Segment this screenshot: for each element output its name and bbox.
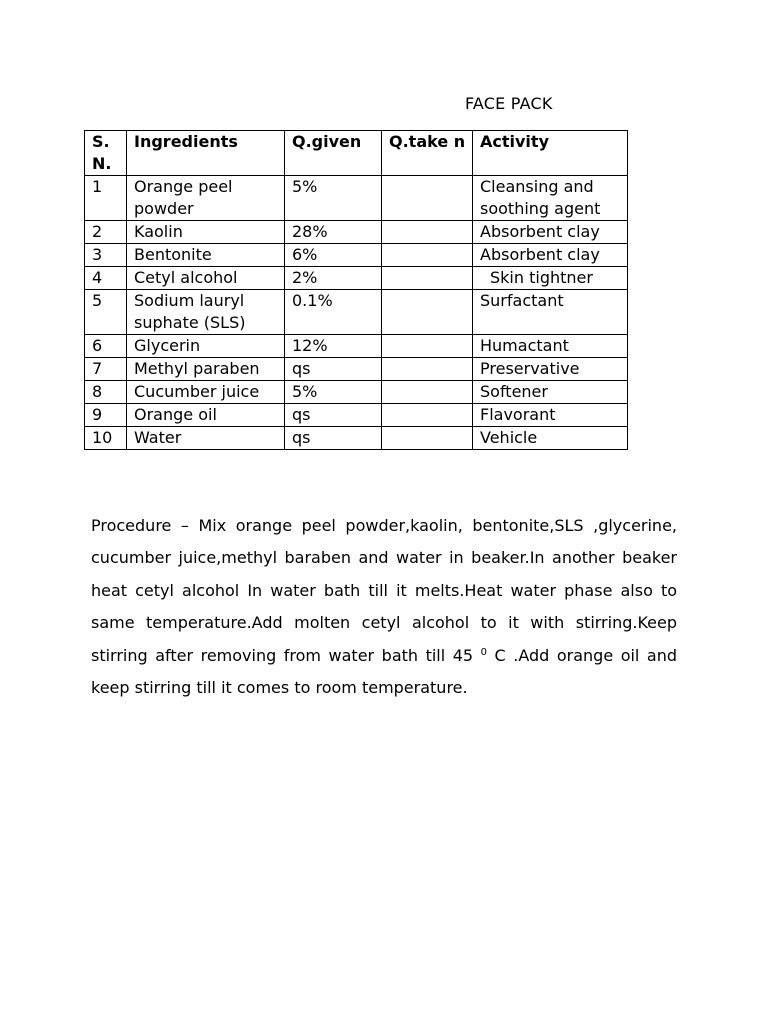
cell-sn: 6 (85, 335, 127, 358)
document-title: FACE PACK (465, 94, 553, 113)
cell-ingredient: Kaolin (127, 221, 285, 244)
cell-sn: 9 (85, 404, 127, 427)
cell-activity: Cleansing and soothing agent (473, 176, 628, 221)
cell-sn: 4 (85, 267, 127, 290)
header-q-taken: Q.take n (382, 131, 473, 176)
cell-q-given: 2% (285, 267, 382, 290)
cell-sn: 8 (85, 381, 127, 404)
header-ingredients: Ingredients (127, 131, 285, 176)
table-row (85, 358, 628, 381)
cell-q-taken (382, 404, 473, 427)
table-row (85, 221, 628, 244)
cell-q-given: 6% (285, 244, 382, 267)
cell-ingredient: Methyl paraben (127, 358, 285, 381)
cell-q-taken (382, 244, 473, 267)
cell-activity: Humactant (473, 335, 628, 358)
cell-q-taken (382, 221, 473, 244)
cell-q-taken (382, 358, 473, 381)
cell-ingredient: Orange oil (127, 404, 285, 427)
cell-sn: 3 (85, 244, 127, 267)
cell-q-taken (382, 381, 473, 404)
table-header-row (85, 131, 628, 176)
cell-q-taken (382, 267, 473, 290)
cell-q-taken (382, 176, 473, 221)
cell-sn: 5 (85, 290, 127, 335)
cell-q-given: 5% (285, 176, 382, 221)
cell-q-taken (382, 335, 473, 358)
cell-ingredient: Water (127, 427, 285, 450)
procedure-paragraph (91, 510, 677, 704)
cell-q-taken (382, 290, 473, 335)
cell-activity: Vehicle (473, 427, 628, 450)
table-row (85, 335, 628, 358)
table-row (85, 427, 628, 450)
cell-q-given: qs (285, 427, 382, 450)
cell-activity: Surfactant (473, 290, 628, 335)
cell-ingredient: Orange peel powder (127, 176, 285, 221)
header-activity: Activity (473, 131, 628, 176)
procedure-text-end: C .Add orange oil and keep stirring till it comes to room temperature. (91, 645, 678, 698)
cell-ingredient: Cetyl alcohol (127, 267, 285, 290)
ingredients-table (84, 130, 628, 450)
header-sn: S. N. (85, 131, 127, 176)
cell-ingredient: Bentonite (127, 244, 285, 267)
cell-sn: 1 (85, 176, 127, 221)
cell-ingredient: Glycerin (127, 335, 285, 358)
table-row (85, 404, 628, 427)
cell-activity: Skin tightner (473, 267, 628, 290)
cell-activity: Flavorant (473, 404, 628, 427)
cell-q-taken (382, 427, 473, 450)
table-row (85, 290, 628, 335)
table-row (85, 244, 628, 267)
procedure-text: Procedure – Mix orange peel powder,kaolin, bentonite,SLS ,glycerine, cucumber juice,methyl baraben and water in beaker.In another beaker heat cetyl alcohol In water bath till it melts.Heat water phase also to same temperature.Add molten cetyl alcohol to it with stirring.Keep stirring after removing from water bath till 45 (91, 516, 677, 665)
cell-q-given: 28% (285, 221, 382, 244)
cell-sn: 10 (85, 427, 127, 450)
header-q-given: Q.given (285, 131, 382, 176)
table-row (85, 176, 628, 221)
cell-q-given: qs (285, 358, 382, 381)
cell-sn: 7 (85, 358, 127, 381)
cell-q-given: 0.1% (285, 290, 382, 335)
cell-q-given: qs (285, 404, 382, 427)
table-row (85, 381, 628, 404)
cell-ingredient: Cucumber juice (127, 381, 285, 404)
cell-sn: 2 (85, 221, 127, 244)
cell-activity: Absorbent clay (473, 221, 628, 244)
cell-ingredient: Sodium lauryl suphate (SLS) (127, 290, 285, 335)
cell-activity: Softener (473, 381, 628, 404)
cell-activity: Absorbent clay (473, 244, 628, 267)
cell-activity: Preservative (473, 358, 628, 381)
table-row (85, 267, 628, 290)
cell-q-given: 5% (285, 381, 382, 404)
degree-superscript: 0 (480, 646, 487, 658)
cell-q-given: 12% (285, 335, 382, 358)
